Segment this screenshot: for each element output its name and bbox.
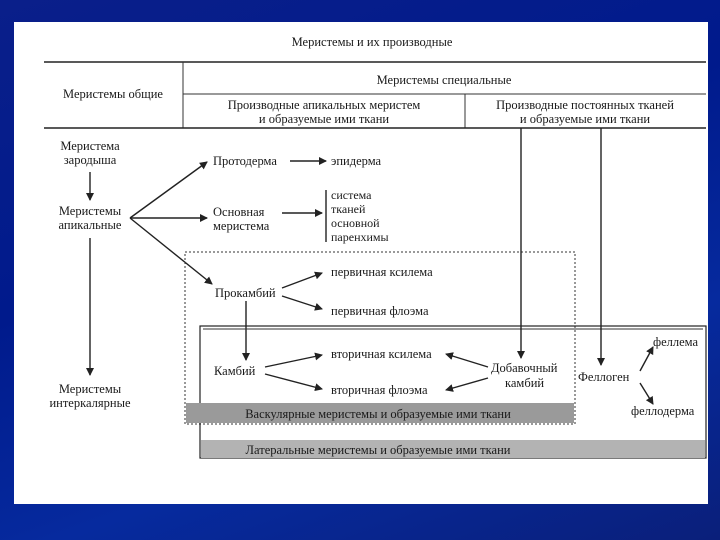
node-embryo-2: зародыша (63, 153, 117, 167)
node-ground-1: Основная (213, 205, 265, 219)
node-phelloderm: феллодерма (631, 404, 695, 418)
node-cambium: Камбий (214, 364, 256, 378)
arrow-apical-protoderm (130, 162, 207, 218)
arrow-phellogen-phellem (640, 347, 653, 371)
node-ground-2: меристема (213, 219, 270, 233)
arrow-procambium-xylem (282, 273, 322, 288)
node-procambium: Прокамбий (215, 286, 276, 300)
node-primary-phloem: первичная флоэма (331, 304, 429, 318)
node-protoderm: Протодерма (213, 154, 277, 168)
node-phellogen: Феллоген (578, 370, 630, 384)
arrow-apical-procambium (130, 218, 212, 284)
diagram-title: Меристемы и их производные (291, 35, 453, 49)
header-permanent-derivatives-2: и образуемые ими ткани (519, 112, 651, 126)
node-intercalary-2: интеркалярные (49, 396, 131, 410)
lateral-band-label: Латеральные меристемы и образуемые ими ткани (245, 443, 511, 457)
node-intercalary-1: Меристемы (58, 382, 122, 396)
node-apical-1: Меристемы (58, 204, 122, 218)
arrow-accessory-sec-phloem (446, 378, 488, 390)
arrow-cambium-sec-phloem (265, 374, 322, 389)
header-general: Меристемы общие (63, 87, 163, 101)
node-epidermis: эпидерма (331, 154, 382, 168)
node-phellem: феллема (653, 335, 699, 349)
arrow-accessory-sec-xylem (446, 354, 488, 367)
node-embryo-1: Меристема (60, 139, 120, 153)
arrow-phellogen-phelloderm (640, 383, 653, 404)
node-accessory-cambium-1: Добавочный (491, 361, 558, 375)
header-apical-derivatives-1: Производные апикальных меристем (227, 98, 421, 112)
node-ground-system-2: тканей (331, 202, 366, 216)
node-apical-2: апикальные (58, 218, 122, 232)
vascular-band-label: Васкулярные меристемы и образуемые ими ткани (245, 407, 511, 421)
header-permanent-derivatives-1: Производные постоянных тканей (496, 98, 674, 112)
arrow-cambium-sec-xylem (265, 355, 322, 367)
node-ground-system-1: система (331, 188, 372, 202)
arrow-procambium-phloem (282, 296, 322, 309)
header-apical-derivatives-2: и образуемые ими ткани (258, 112, 390, 126)
node-ground-system-3: основной (331, 216, 380, 230)
node-accessory-cambium-2: камбий (505, 376, 545, 390)
lateral-region (200, 326, 706, 458)
header-special: Меристемы специальные (376, 73, 512, 87)
node-ground-system-4: паренхимы (331, 230, 389, 244)
node-secondary-phloem: вторичная флоэма (331, 383, 428, 397)
node-primary-xylem: первичная ксилема (331, 265, 433, 279)
node-secondary-xylem: вторичная ксилема (331, 347, 432, 361)
